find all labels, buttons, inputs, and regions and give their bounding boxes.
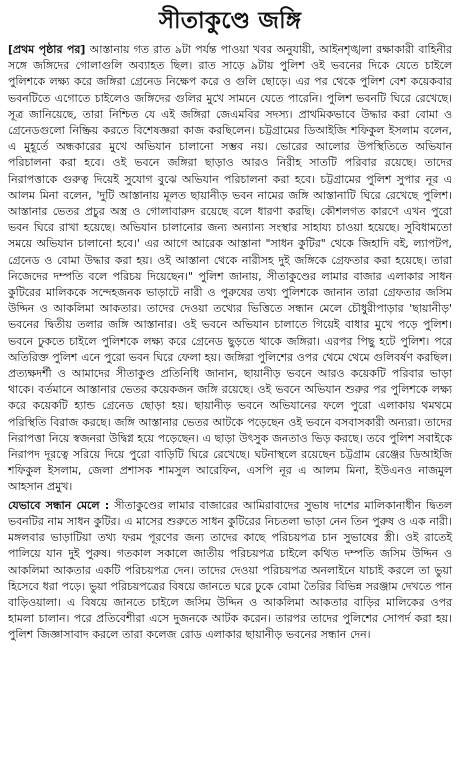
continuation-tag: [প্রথম পৃষ্ঠার পর]: [8, 43, 86, 56]
paragraph-2-text: সীতাকুণ্ডের লামার বাজারের আমিরাবাদের সুভাষ দাশের মালিকানাধীন দ্বিতল ভবনটির নাম সাধন কুটির। এ মাসের শুরুতে সাধন কুটিরের নিচতলা ভাড়া নেন তিন পুরুষ ও এক নারী। মঙ্গলবার ভাড়াটিয়া তথ্য ফরম পূরণের জন্য তাদের কাছে পরিচয়পত্র চান সুভাষের স্ত্রী। ওই রাতেই পালিয়ে যান দুই পুরুষ। গতকাল সকালে জাতীয় পরিচয়পত্র চাইলে কথিত দম্পতি জসিম উদ্দিন ও আকলিমা আকতার একটি পরিচয়পত্র দেন। তাদের দেওয়া পরিচয়পত্র অনলাইনে যাচাই করলে তা ভুয়া হিসেবে ধরা পড়ে। ভুয়া পরিচয়পত্রের বিষয়ে জানতে ঘরে ঢুকে বোমা তৈরির বিভিন্ন সরঞ্জাম দেখতে পান বাড়িওয়ালা। এ বিষয়ে জানতে চাইলে জসিম উদ্দিন ও আকলিমা আকতার বাড়ির মালিকের ওপর হামলা চালান। পরে প্রতিবেশীরা এসে দুজনকে আটক করেন। তারপর তাদের পুলিশের সোপর্দ করা হয়। পুলিশ জিজ্ঞাসাবাদ করলে তারা কলেজ রোড এলাকার ছায়ানীড় ভবনের সন্ধান দেন।: [8, 498, 452, 642]
subheading-how-found: যেভাবে সন্ধান মেলে :: [8, 498, 110, 512]
news-clipping: [8, 4, 452, 754]
paragraph-1-text: আস্তানায় গত রাত ৯টা পর্যন্ত পাওয়া খবর অনুযায়ী, আইনশৃঙ্খলা রক্ষাকারী বাহিনীর সঙ্গে জঙ্গিদের গোলাগুলি অব্যাহত ছিল। রাত সাড়ে ৯টায় পুলিশ ওই ভবনের দিকে যেতে চাইলে পুলিশকে লক্ষ্য করে জঙ্গিরা গ্রেনেড নিক্ষেপ করে ও গুলি ছোড়ে। এর পর থেকে পুলিশ বেশ কয়েকবার ভবনটিতে এগোতে চাইলেও জঙ্গিদের গুলির মুখে সামনে যেতে পারেনি। পুলিশ ভবনটি ঘিরে রেখেছে। সূত্র জানিয়েছে, তারা নিশ্চিত যে এই জঙ্গিরা জেএমবির সদস্য। প্রাথমিকভাবে উদ্ধার করা বোমা ও গ্রেনেডগুলো নিষ্ক্রিয় করতে বিশেষজ্ঞরা কাজ করছিলেন। চট্টগ্রামের ডিআইজি শফিকুল ইসলাম বলেন, এ মুহূর্তে অন্ধকারের মুখে অভিযান চালানো সম্ভব নয়। ভোরের আলোর উপস্থিতিতে অভিযান পরিচালনা করা হবে। ওই ভবনে জঙ্গিরা ছাড়াও আরও নিরীহ সাতটি পরিবার রয়েছে। তাদের নিরাপত্তাকে গুরুত্ব দিয়েই সুযোগ বুঝে অভিযান পরিচালনা করা হবে। চট্টগ্রামের পুলিশ সুপার নূর এ আলম মিনা বলেন, 'দুটি আস্তানায় মূলত ছায়ানীড় ভবন নামের জঙ্গি আস্তানাটি ঘিরে রেখেছে পুলিশ। আস্তানার ভেতর প্রচুর অস্ত্র ও গোলাবারুদ রয়েছে বলে ধারণা করছি। কৌশলগত কারণে এখন পুরো ভবন ঘিরে রাখা হয়েছে। অভিযান চালানোর জন্য অন্যান্য সংস্থার সাহায্য চাওয়া হয়েছে। সুবিধামতো সময়ে অভিযান চালানো হবে।' এর আগে আরেক আস্তানা "সাধন কুটির" থেকে জিহাদি বই, ল্যাপটপ, গ্রেনেড ও বোমা উদ্ধার করা হয়। ওই আস্তানা থেকে নারীসহ দুই জঙ্গিকে গ্রেফতার করা হয়েছে। তারা নিজেদের দম্পতি বলে পরিচয় দিয়েছেন।" পুলিশ জানায়, সীতাকুণ্ডের লামার বাজার এলাকার সাধন কুটিরের মালিককে সন্দেহজনক ভাড়াটে নারী ও পুরুষের তথ্য পুলিশকে জানান তারা গ্রেফতার জসিম উদ্দিন ও আকলিমা আকতার। তাদের দেওয়া তথ্যের ভিত্তিতে সন্ধান মেলে চৌধুরীপাড়ার 'ছায়ানীড়' ভবনের দ্বিতীয় তলার জঙ্গি আস্তানার। ওই ভবনে অভিযান চালাতে গিয়েই বাধার মুখে পড়ে পুলিশ। ভবনে ঢুকতে চাইলে পুলিশকে লক্ষ্য করে গ্রেনেড ছুড়তে থাকে জঙ্গিরা। এরপর পিছু হটে পুলিশ। পরে অতিরিক্ত পুলিশ এনে পুরো ভবন ঘিরে ফেলা হয়। জঙ্গিরা পুলিশের ওপর থেমে থেমে গুলিবর্ষণ করছিল। প্রত্যক্ষদর্শী ও আমাদের সীতাকুণ্ড প্রতিনিধি জানান, ছায়ানীড় ভবনে আরও কয়েকটি পরিবার ভাড়া থাকে। বর্তমানে আস্তানার ভেতর কয়েকজন জঙ্গি রয়েছে। ওই ভবনে অভিযান শুরুর পর পুলিশকে লক্ষ্য করে কয়েকটি হ্যান্ড গ্রেনেড ছোড়া হয়। ছায়ানীড় ভবনে অভিযানের ফলে পুরো এলাকায় থমথমে পরিস্থিতি বিরাজ করছে। জঙ্গি আস্তানার ভেতর আটকে পড়েছেন ওই ভবনে বসবাসকারী অন্যরা। তাদের নিরাপত্তা নিয়ে স্বজনরা উদ্বিগ্ন হয়ে পড়েছেন। এ ছাড়া উৎসুক জনতাও ভিড় করছে। তবে পুলিশ সবাইকে নিরাপদ দূরত্বে সরিয়ে দিয়ে পুরো বাড়িটি ঘিরে রেখেছে। ঘটনাস্থলে রয়েছেন চট্টগ্রাম রেঞ্জের ডিআইজি শফিকুল ইসলাম, জেলা প্রশাসক শামসুল আরেফিন, এসপি নূর এ আলম মিনা, ইউএনও নাজমুল আহসান প্রমুখ।: [8, 43, 453, 494]
article-paragraph-1: [8, 42, 452, 496]
article-body: [8, 42, 452, 644]
article-paragraph-2: [8, 498, 452, 644]
headline: সীতাকুণ্ডে জঙ্গি: [158, 8, 302, 34]
